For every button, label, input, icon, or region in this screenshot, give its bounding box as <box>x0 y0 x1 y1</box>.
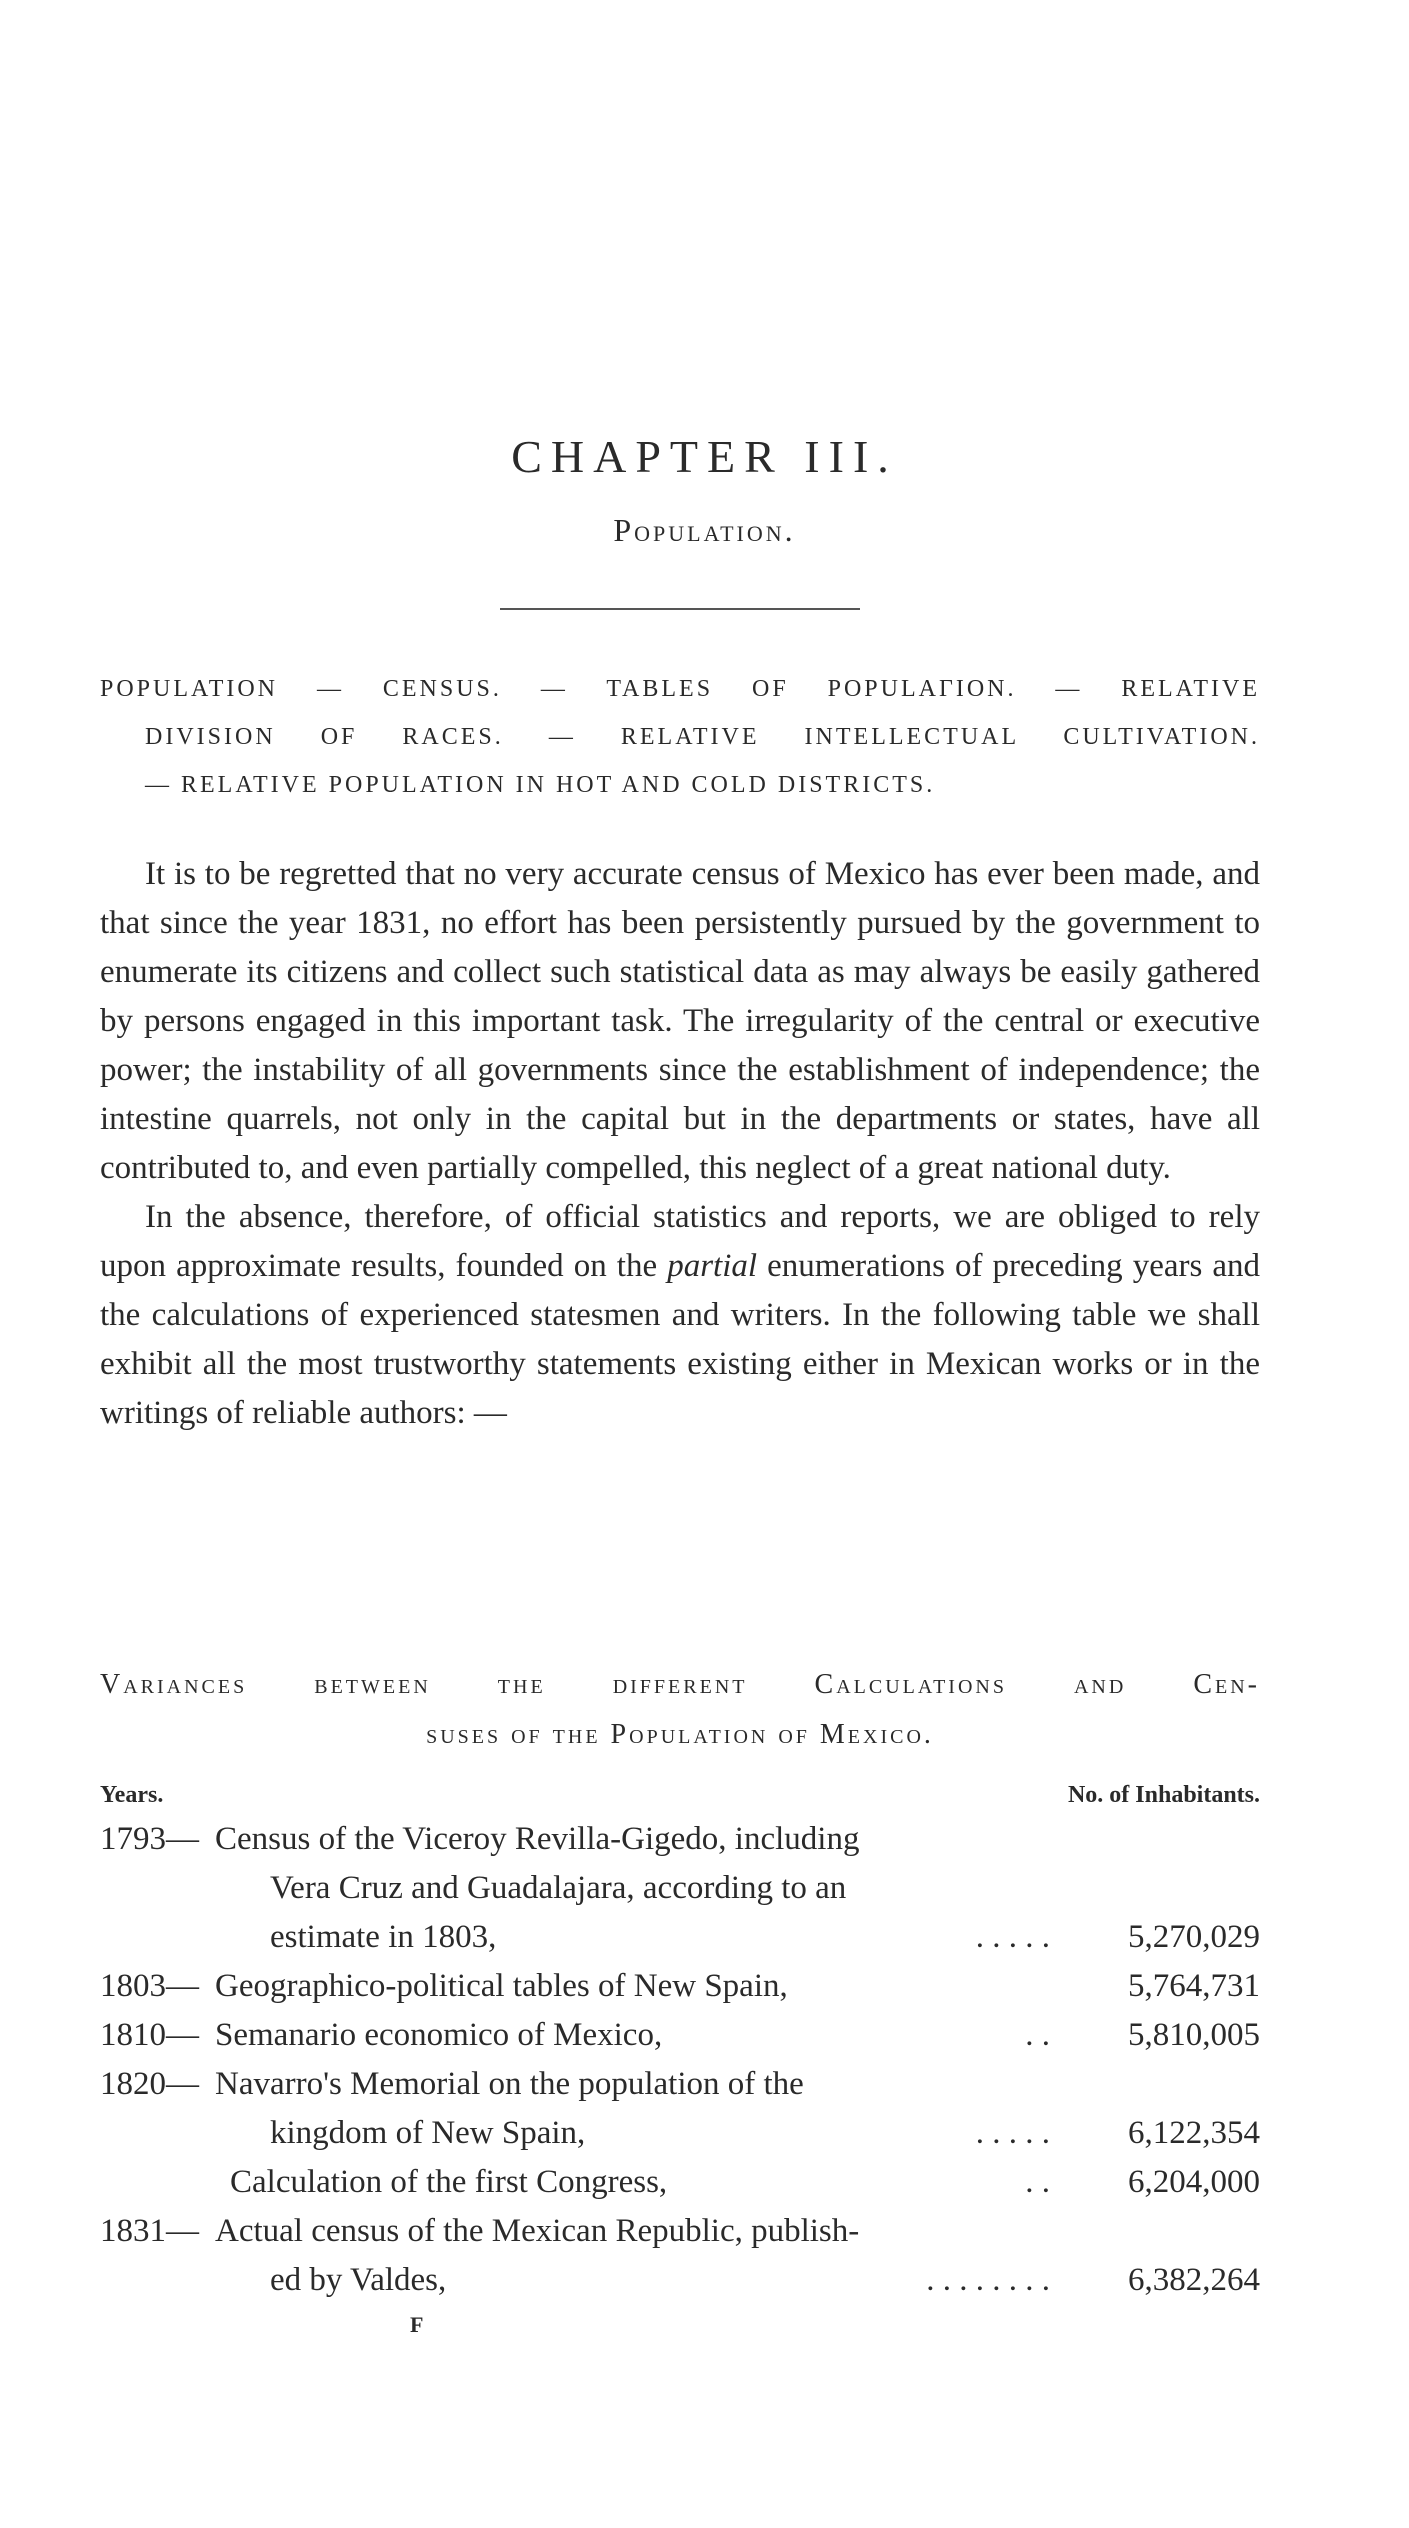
body-text <box>100 850 1260 1438</box>
table-row <box>100 1815 1260 1962</box>
leader-dots: . . <box>1025 2164 1050 2200</box>
paragraph-text: In the absence, therefore, of official statistics and reports, we are obliged to rely upon approximate results, founded on the <box>100 1199 1260 1284</box>
row-value: 6,122,354 <box>1128 2115 1260 2151</box>
row-value: 5,764,731 <box>1128 1968 1260 2004</box>
row-value: 5,810,005 <box>1128 2017 1260 2053</box>
row-year: 1803— <box>100 1968 199 2004</box>
row-year: 1820— <box>100 2066 199 2102</box>
chapter-title: CHAPTER III. <box>511 431 898 482</box>
leader-dots: . . . . . <box>975 1919 1050 1955</box>
column-header-inhabitants: No. of Inhabitants. <box>1067 1782 1260 1808</box>
leader-dots: . . . . . . . . <box>926 2262 1050 2298</box>
table-row <box>100 2207 1260 2305</box>
description-text: estimate in 1803, <box>270 1919 497 1955</box>
row-year <box>100 2158 215 2207</box>
table-header <box>100 1782 1260 1809</box>
row-year: 1793— <box>100 1821 199 1857</box>
row-description <box>215 2060 1070 2158</box>
italic-word: partial <box>667 1248 758 1284</box>
row-description <box>215 2158 1070 2207</box>
chapter-subtitle: Population. <box>613 512 796 548</box>
table-row <box>100 2158 1260 2207</box>
summary-line: — RELATIVE POPULATION IN HOT AND COLD DISTRICTS. <box>145 772 936 798</box>
divider-rule <box>500 608 860 610</box>
table-title <box>100 1660 1260 1760</box>
signature-mark: F <box>410 2312 424 2337</box>
population-table <box>100 1815 1260 2305</box>
table-row <box>100 2060 1260 2158</box>
paragraph <box>100 1193 1260 1438</box>
table-row <box>100 2011 1260 2060</box>
description-line <box>215 1913 1070 1962</box>
table-title-line: Variances between the different Calculations and Cen- <box>100 1669 1260 1700</box>
leader-dots: . . . . . <box>975 2115 1050 2151</box>
description-line: Vera Cruz and Guadalajara, according to an <box>270 1870 847 1906</box>
summary-line: DIVISION OF RACES. — RELATIVE INTELLECTUAL CULTIVATION. <box>145 724 1260 750</box>
row-description <box>215 2011 1070 2060</box>
description-line <box>215 2109 1070 2158</box>
paragraph: It is to be regretted that no very accurate census of Mexico has ever been made, and that since the year 1831, no effort has been persistently pursued by the government to enumerate its citizens and collect such statistical data as may always be easily gathered by persons engaged in this important task. The irregularity of the central or executive power; the instability of all governments since the establishment of independence; the intestine quarrels, not only in the capital but in the departments or states, have all contributed to, and even partially compelled, this neglect of a great national duty. <box>100 856 1260 1186</box>
row-description <box>215 2207 1070 2305</box>
row-year: 1810— <box>100 2017 199 2053</box>
row-year: 1831— <box>100 2213 199 2249</box>
row-description: Geographico-political tables of New Spain, <box>215 1968 788 2004</box>
table-title-line: suses of the Population of Mexico. <box>426 1719 934 1750</box>
description-line: Actual census of the Mexican Republic, publish- <box>215 2213 860 2249</box>
row-value: 5,270,029 <box>1128 1919 1260 1955</box>
description-line: Census of the Viceroy Revilla-Gigedo, including <box>215 1821 860 1857</box>
chapter-summary <box>100 665 1260 809</box>
paragraph-text: enumerations of preceding years and the calculations of experienced statesmen and writers. In the following table we shall exhibit all the most trustworthy statements existing either in Mexican works or in the writings of reliable authors: — <box>100 1248 1261 1431</box>
row-description <box>215 1815 1070 1962</box>
description-text: Calculation of the first Congress, <box>230 2164 668 2200</box>
column-header-years: Years. <box>100 1782 164 1808</box>
summary-line: POPULATION — CENSUS. — TABLES OF POPULAΓION. — RELATIVE <box>100 676 1260 702</box>
table-row <box>100 1962 1260 2011</box>
description-text: Semanario economico of Mexico, <box>215 2017 663 2053</box>
description-line: Navarro's Memorial on the population of the <box>215 2066 804 2102</box>
description-text: ed by Valdes, <box>270 2262 447 2298</box>
leader-dots: . . <box>1025 2017 1050 2053</box>
description-text: kingdom of New Spain, <box>270 2115 586 2151</box>
row-value: 6,204,000 <box>1128 2164 1260 2200</box>
description-line <box>215 2256 1070 2305</box>
row-value: 6,382,264 <box>1128 2262 1260 2298</box>
